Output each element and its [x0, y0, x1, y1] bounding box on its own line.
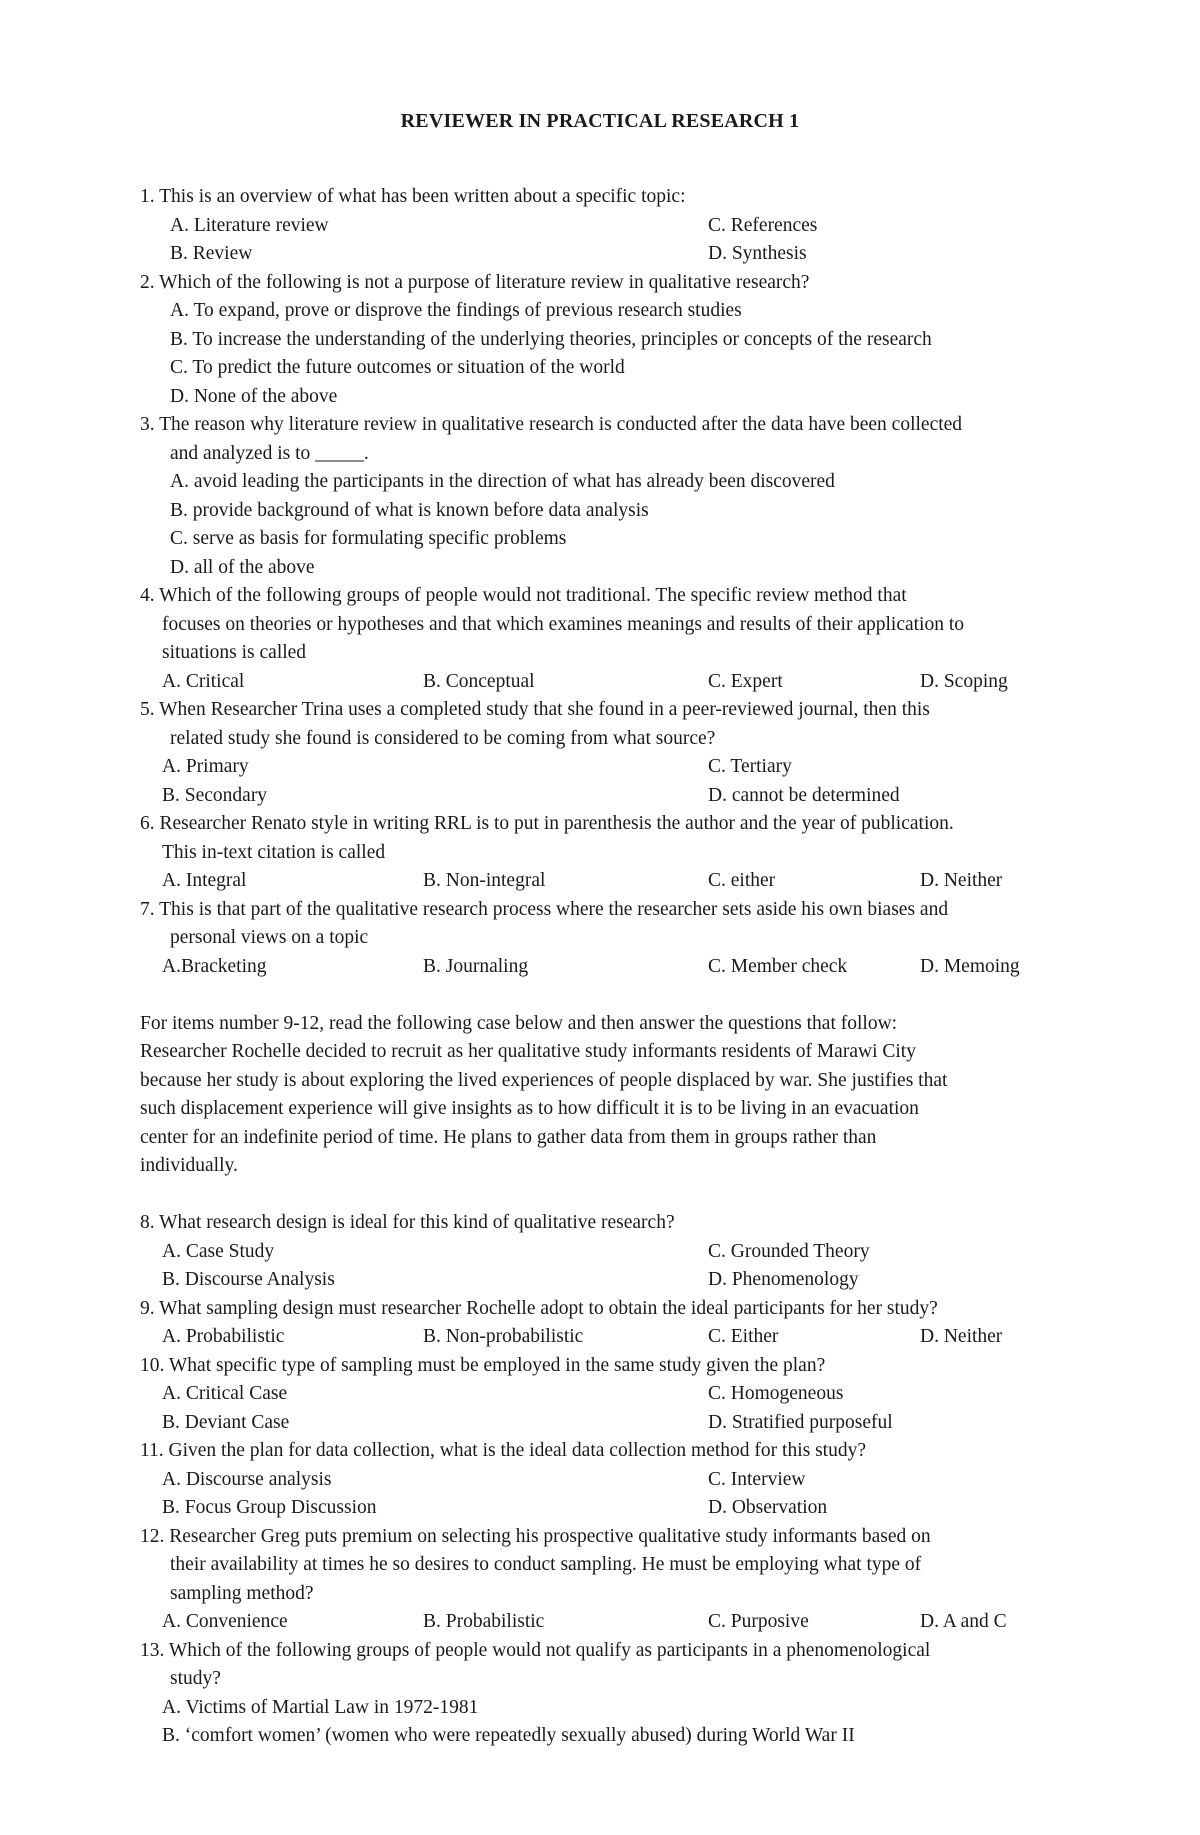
question-7-option-a: A.Bracketing [162, 955, 267, 977]
question-13-stem: 13. Which of the following groups of people would not qualify as participants in a phenomenological [140, 1639, 931, 1661]
question-9-option-c: C. Either [708, 1326, 779, 1347]
question-1-stem: 1. This is an overview of what has been written about a specific topic: [140, 186, 686, 207]
question-8-options-row-2 [140, 1266, 1060, 1295]
question-13-stem-cont: study? [170, 1668, 221, 1689]
question-4-option-a: A. Critical [162, 670, 245, 692]
question-11-option-a: A. Discourse analysis [162, 1468, 332, 1490]
question-7-options [140, 953, 1060, 982]
question-8-options-row-1 [140, 1238, 1060, 1267]
question-6-option-a: A. Integral [162, 870, 247, 891]
question-4-option-d: D. Scoping [920, 670, 1008, 692]
question-1-option-b: B. Review [170, 243, 253, 264]
question-2-option-b: B. To increase the understanding of the underlying theories, principles or concepts of the research [170, 328, 932, 350]
question-1-option-a: A. Literature review [170, 214, 329, 236]
question-10-option-c: C. Homogeneous [708, 1383, 844, 1404]
question-12-stem-cont-1: their availability at times he so desires to conduct sampling. He must be employing what type of [170, 1554, 922, 1575]
question-5-options-row-2 [140, 782, 1060, 811]
question-10-option-b: B. Deviant Case [162, 1411, 290, 1433]
question-5-stem: 5. When Researcher Trina uses a completed study that she found in a peer-reviewed journal, then this [140, 699, 930, 720]
question-7-stem: 7. This is that part of the qualitative research process where the researcher sets aside his own biases and [140, 898, 949, 920]
question-8-option-d: D. Phenomenology [708, 1269, 859, 1290]
spacer [140, 981, 1060, 1010]
question-7-option-c: C. Member check [708, 955, 848, 977]
question-5-option-d: D. cannot be determined [708, 784, 900, 806]
question-10-option-d: D. Stratified purposeful [708, 1411, 893, 1433]
question-6-stem: 6. Researcher Renato style in writing RRL is to put in parenthesis the author and the year of publication. [140, 813, 954, 834]
question-3-option-a: A. avoid leading the participants in the direction of what has already been discovered [170, 471, 835, 492]
question-4-options [140, 668, 1060, 697]
question-11-option-b: B. Focus Group Discussion [162, 1497, 377, 1518]
page-title: REVIEWER IN PRACTICAL RESEARCH 1 [400, 110, 800, 132]
case-text-line-5: individually. [140, 1155, 238, 1176]
spacer [140, 1181, 1060, 1210]
question-12-options [140, 1608, 1060, 1637]
question-12-option-b: B. Probabilistic [423, 1611, 545, 1632]
case-text-line-2: because her study is about exploring the lived experiences of people displaced by war. She justifies that [140, 1069, 948, 1091]
question-10-stem: 10. What specific type of sampling must be employed in the same study given the plan? [140, 1354, 826, 1376]
question-6-option-d: D. Neither [920, 870, 1003, 891]
question-5-option-a: A. Primary [162, 756, 249, 777]
question-7-option-b: B. Journaling [423, 955, 529, 977]
question-11-options-row-2 [140, 1494, 1060, 1523]
question-13-option-b: B. ‘comfort women’ (women who were repeatedly sexually abused) during World War II [162, 1725, 855, 1746]
question-11-options-row-1 [140, 1466, 1060, 1495]
question-10-options-row-1 [140, 1380, 1060, 1409]
question-5-options-row-1 [140, 753, 1060, 782]
question-7-stem-cont: personal views on a topic [170, 927, 369, 948]
question-1-option-d: D. Synthesis [708, 243, 807, 264]
question-2-option-c: C. To predict the future outcomes or situation of the world [170, 357, 625, 378]
case-intro: For items number 9-12, read the following case below and then answer the questions that follow: [140, 1012, 898, 1034]
question-11-option-d: D. Observation [708, 1497, 828, 1518]
question-10-option-a: A. Critical Case [162, 1383, 288, 1404]
question-9-option-d: D. Neither [920, 1326, 1003, 1347]
question-9-option-b: B. Non-probabilistic [423, 1326, 584, 1347]
question-5-option-c: C. Tertiary [708, 756, 792, 777]
question-5-stem-cont: related study she found is considered to be coming from what source? [170, 727, 716, 749]
question-9-stem: 9. What sampling design must researcher Rochelle adopt to obtain the ideal participants for her study? [140, 1297, 938, 1319]
question-1-options-row-2 [140, 240, 1060, 269]
question-13-option-a: A. Victims of Martial Law in 1972-1981 [162, 1696, 479, 1718]
question-3-stem: 3. The reason why literature review in qualitative research is conducted after the data have been collected [140, 414, 963, 435]
question-4-stem: 4. Which of the following groups of people would not traditional. The specific review method that [140, 585, 907, 606]
question-6-stem-cont: This in-text citation is called [162, 841, 386, 863]
question-4-stem-cont-2: situations is called [162, 642, 307, 663]
question-6-option-b: B. Non-integral [423, 870, 546, 891]
question-8-option-b: B. Discourse Analysis [162, 1269, 335, 1290]
question-7-option-d: D. Memoing [920, 955, 1020, 977]
question-11-option-c: C. Interview [708, 1468, 806, 1490]
question-8-stem: 8. What research design is ideal for this kind of qualitative research? [140, 1212, 675, 1233]
question-12-stem-cont-2: sampling method? [170, 1582, 314, 1604]
question-9-options [140, 1323, 1060, 1352]
question-3-stem-cont: and analyzed is to _____. [170, 442, 369, 464]
question-6-options [140, 867, 1060, 896]
question-9-option-a: A. Probabilistic [162, 1326, 285, 1347]
question-8-option-a: A. Case Study [162, 1240, 275, 1262]
question-4-option-b: B. Conceptual [423, 670, 535, 692]
question-1-options-row-1 [140, 212, 1060, 241]
question-3-option-d: D. all of the above [170, 556, 315, 578]
question-10-options-row-2 [140, 1409, 1060, 1438]
case-text-line-4: center for an indefinite period of time. He plans to gather data from them in groups rather than [140, 1126, 877, 1148]
question-2-option-d: D. None of the above [170, 385, 338, 407]
question-12-option-c: C. Purposive [708, 1611, 809, 1632]
question-8-option-c: C. Grounded Theory [708, 1240, 870, 1262]
question-6-option-c: C. either [708, 870, 776, 891]
question-list [140, 183, 1060, 1751]
question-12-option-a: A. Convenience [162, 1611, 288, 1632]
question-1-option-c: C. References [708, 214, 818, 236]
question-5-option-b: B. Secondary [162, 784, 268, 806]
question-2-option-a: A. To expand, prove or disprove the findings of previous research studies [170, 300, 742, 321]
question-4-stem-cont-1: focuses on theories or hypotheses and that which examines meanings and results of their application to [162, 613, 965, 635]
question-3-option-c: C. serve as basis for formulating specific problems [170, 528, 567, 549]
case-text-line-1: Researcher Rochelle decided to recruit as her qualitative study informants residents of Marawi City [140, 1041, 916, 1062]
question-2-stem: 2. Which of the following is not a purpose of literature review in qualitative research? [140, 271, 810, 293]
case-text-line-3: such displacement experience will give insights as to how difficult it is to be living in an evacuation [140, 1098, 919, 1119]
question-4-option-c: C. Expert [708, 670, 783, 692]
question-12-option-d: D. A and C [920, 1611, 1007, 1632]
question-12-stem: 12. Researcher Greg puts premium on selecting his prospective qualitative study informants based on [140, 1525, 931, 1547]
question-3-option-b: B. provide background of what is known before data analysis [170, 499, 649, 521]
question-11-stem: 11. Given the plan for data collection, what is the ideal data collection method for this study? [140, 1440, 866, 1461]
